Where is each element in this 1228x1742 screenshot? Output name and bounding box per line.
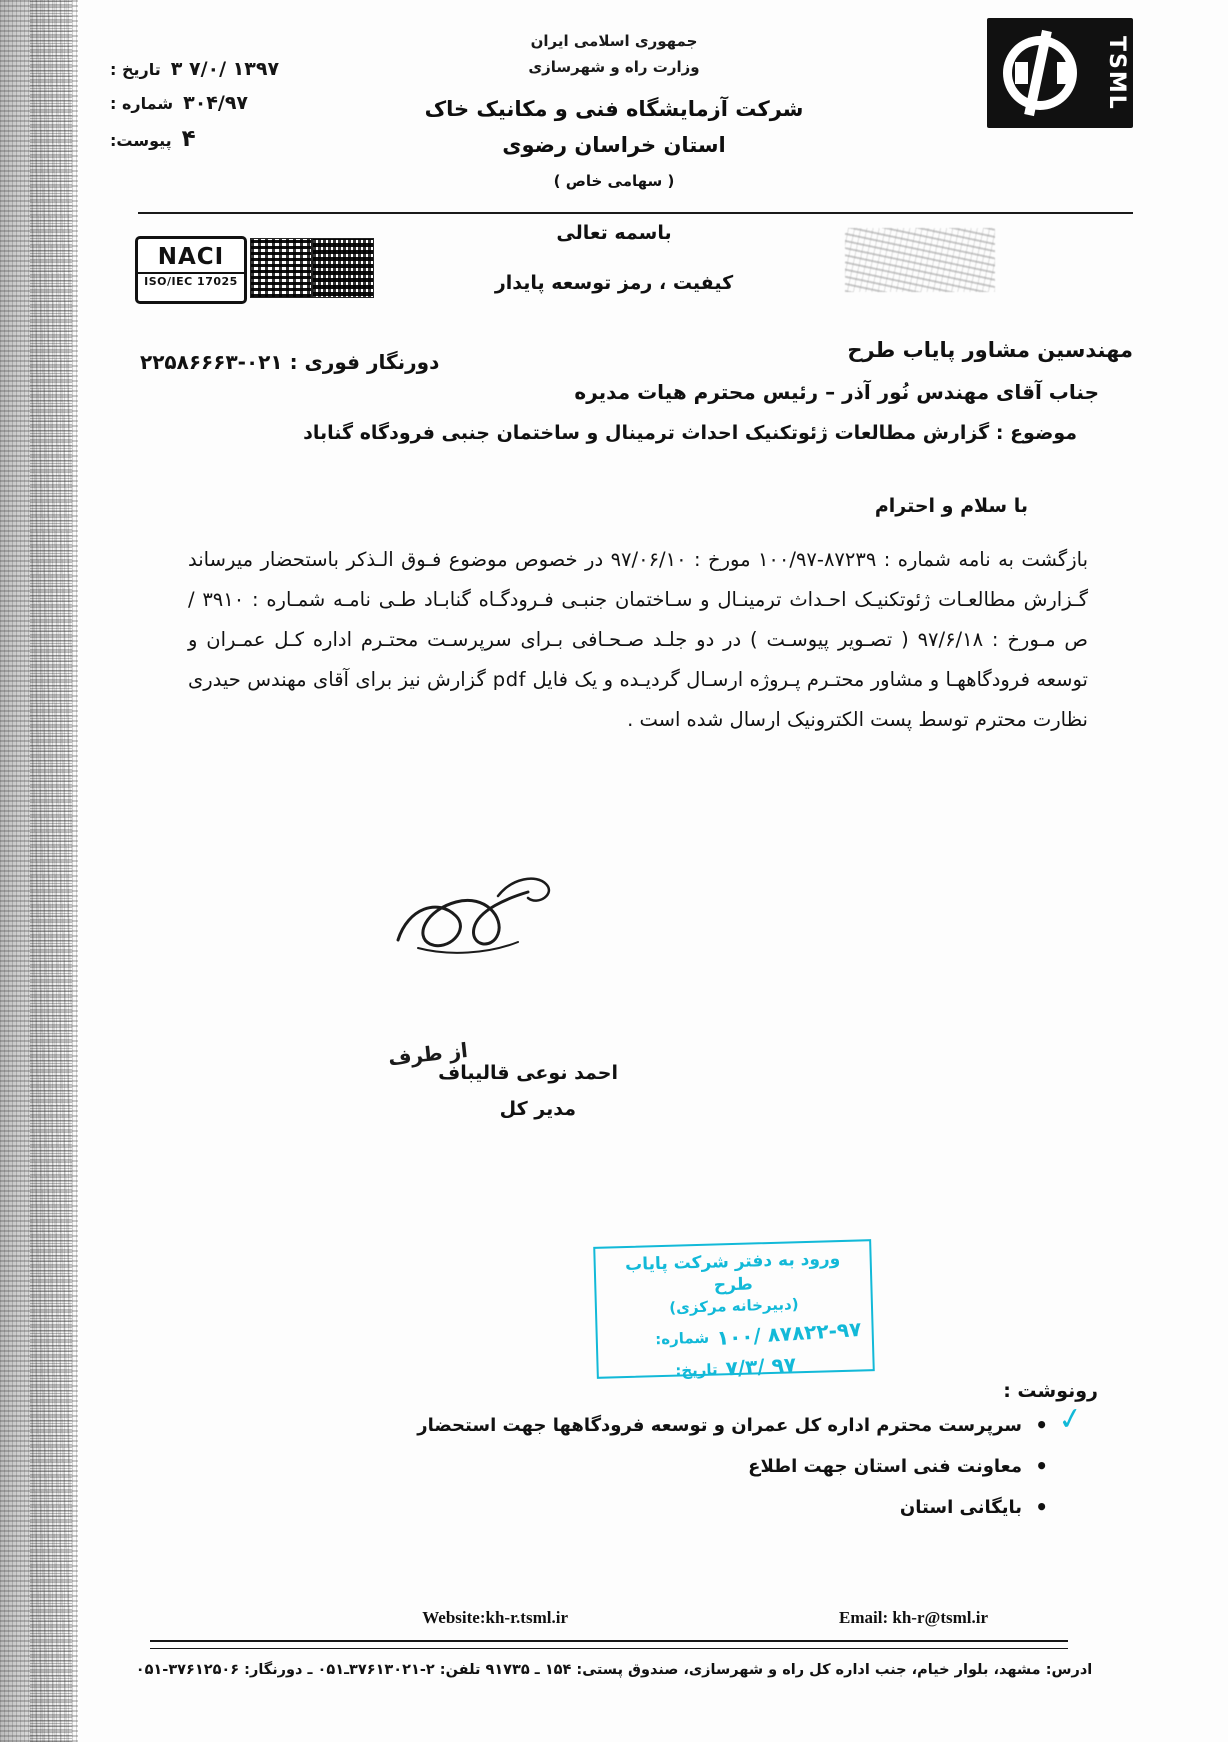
received-stamp-number-value: ۸۷۸۲۲-۹۷ /۱۰۰ [716, 1316, 863, 1350]
subject-text: گزارش مطالعات ژئوتکنیک احداث ترمینال و ساختمان جنبی فرودگاه گناباد [303, 422, 990, 444]
cc-list-item: • بایگانی استان [228, 1497, 1048, 1518]
country-line: جمهوری اسلامی ایران [530, 32, 698, 50]
faint-handwriting-mark [845, 228, 995, 292]
organization-line-2: استان خراسان رضوی [502, 133, 726, 158]
cc-list-item: • سرپرست محترم اداره کل عمران و توسعه فرودگاهها جهت استحضار [228, 1415, 1048, 1436]
signer-name: احمد نوعی قالیباف [438, 1062, 618, 1084]
subject-line [173, 422, 1133, 444]
barcode-mark-icon-1 [250, 238, 312, 298]
meta-number-value: ۳۰۴/۹۷ [183, 92, 249, 114]
handwritten-signature [378, 868, 608, 958]
footer-website: Website:kh-r.tsml.ir [422, 1608, 568, 1627]
received-stamp-number-label: شماره: [654, 1328, 710, 1349]
meta-attachment-row [110, 126, 340, 152]
naci-accreditation-icon [135, 236, 247, 304]
header-divider [138, 212, 1133, 214]
received-stamp-number-row [607, 1316, 863, 1350]
logo-bar-left [1015, 62, 1028, 84]
received-stamp-title: ورود به دفتر شرکت پایاب طرح [624, 1249, 841, 1296]
received-stamp-date-value: ۹۷ /۷/۳ [724, 1351, 797, 1381]
meta-attachment-value: ۴ [181, 126, 196, 152]
fax-number: ۰۲۱-۲۲۵۸۶۶۶۳ [140, 350, 283, 374]
received-stamp [593, 1239, 875, 1379]
basmala-text: باسمه تعالی [556, 222, 672, 244]
cc-list [228, 1415, 1048, 1538]
tsml-logo-icon [987, 18, 1133, 128]
subject-label: موضوع : [995, 422, 1077, 444]
letter-meta [110, 58, 340, 164]
organization-line-1: شرکت آزمایشگاه فنی و مکانیک خاک [424, 96, 804, 121]
letter-body-paragraph: بازگشت به نامه شماره : ۸۷۲۳۹-۱۰۰/۹۷ مورخ : ۹۷/۰۶/۱۰ در خصوص موضوع فـوق الـذکر باستحضار میرساند گـزارش مطالعـات ژئوتکنیـک احـداث ترمینـال و سـاختمان جنبـی فـرودگـاه گنابـاد طـی نامـه شمـاره : ۳۹۱۰ / ص مـورخ : ۹۷/۶/۱۸ ( تصـویر پیوسـت ) در دو جلـد صـحـافی بـرای سرپرسـت محتـرم اداره کـل عمـران و توسعه فرودگاههـا و مشاور محتـرم پـروژه ارسـال گردیـده و یک فایل pdf گزارش نیز برای آقای مهندس حیدری نظارت محترم توسط پست الکترونیک ارسال شده است . [188, 548, 1089, 731]
recipient-person: جناب آقای مهندس نُور آذر – رئیس محترم هیات مدیره [574, 380, 1099, 404]
meta-date-label: تاریخ : [110, 60, 161, 79]
meta-date-row [110, 58, 340, 80]
organization-type: ( سهامی خاص ) [553, 172, 675, 190]
footer-address: ادرس: مشهد، بلوار خیام، جنب اداره کل راه و شهرسازی، صندوق پستی: ۱۵۴ ـ ۹۱۷۳۵ تلفن: ۲-۳۷۶۱۳۰۲۱ـ۰۵۱ ـ دورنگار: ۳۷۶۱۲۵۰۶-۰۵۱ [135, 1662, 1093, 1678]
fax-label: دورنگار فوری : [289, 350, 440, 374]
meta-attachment-label: پیوست: [110, 131, 172, 150]
received-stamp-date-row [608, 1351, 863, 1382]
ministry-line: وزارت راه و شهرسازی [528, 58, 700, 77]
slogan-text: کیفیت ، رمز توسعه پایدار [494, 272, 734, 294]
letter-body [188, 540, 1088, 744]
naci-mark-standard: ISO/IEC 17025 [138, 272, 244, 288]
naci-mark-title: NACI [157, 244, 225, 270]
logo-bar-right [1057, 62, 1070, 84]
cc-title: رونوشت : [1003, 1380, 1098, 1402]
received-stamp-date-label: تاریخ: [675, 1360, 718, 1380]
meta-date-value: ۱۳۹۷ /۷/۰ ۳ [170, 58, 280, 80]
check-mark-icon: ✓ [1055, 1400, 1086, 1439]
recipient-organization: مهندسین مشاور پایاب طرح [847, 338, 1133, 362]
scan-edge-noise-secondary [30, 0, 72, 1742]
signer-role: مدیر کل [499, 1098, 576, 1120]
footer-divider-thick [150, 1640, 1068, 1642]
cc-list-item: • معاونت فنی استان جهت اطلاع [228, 1456, 1048, 1477]
logo-wordmark: TSML [1104, 35, 1129, 111]
barcode-mark-icon-2 [312, 238, 374, 298]
meta-number-label: شماره : [110, 94, 174, 113]
meta-number-row [110, 92, 340, 114]
footer-email: Email: kh-r@tsml.ir [839, 1608, 988, 1627]
urgent-fax-note [140, 350, 439, 374]
received-stamp-subtitle: (دبیرخانه مرکزی) [669, 1295, 799, 1317]
footer-divider-thin [150, 1648, 1068, 1649]
salutation-text: با سلام و احترام [874, 495, 1028, 517]
signature-annotation: از طرف [387, 1037, 470, 1071]
